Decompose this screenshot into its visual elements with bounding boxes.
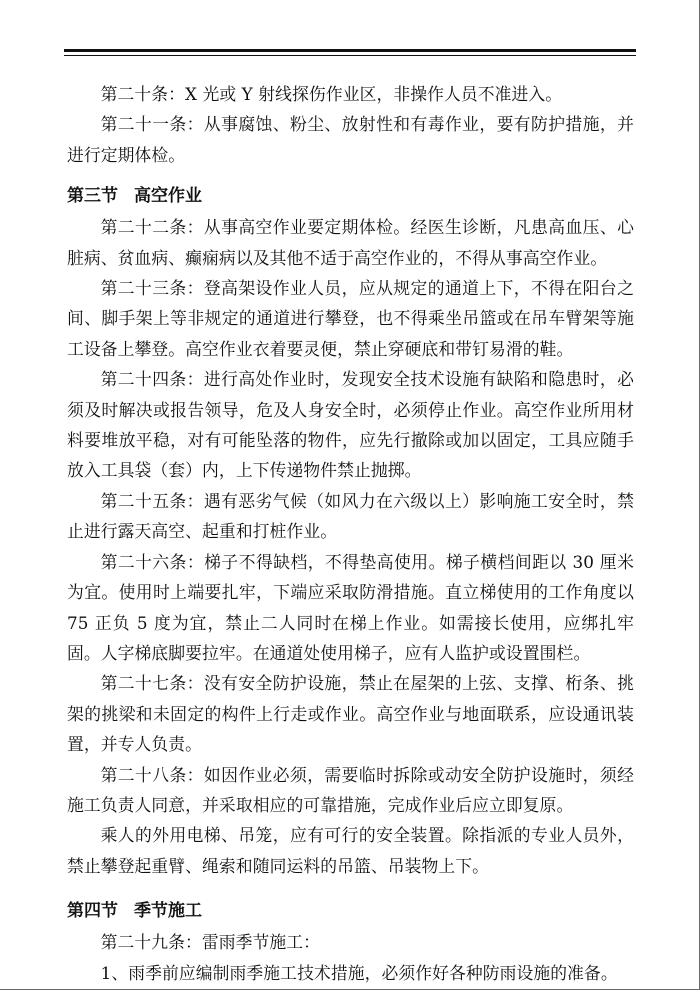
article-26: 第二十六条：梯子不得缺档，不得垫高使用。梯子横档间距以 30 厘米为宜。使用时上端要扎牢，下端应采取防滑措施。直立梯使用的工作角度以 75 正负 5 度为宜，禁止二人同时在梯上作业。如需接长使用，应绑扎牢固。人字梯底脚要拉牢。在通道处使用梯子，应有人监护或设置围栏。 bbox=[67, 551, 634, 663]
rainy-season-item-1: 1、雨季前应编制雨季施工技术措施，必须作好各种防雨设施的准备。 bbox=[100, 962, 618, 983]
article-27: 第二十七条：没有安全防护设施，禁止在屋架的上弦、支撑、桁条、挑架的挑梁和未固定的构件上行走或作业。高空作业与地面联系，应设通讯装置，并专人负责。 bbox=[67, 673, 634, 755]
article-24: 第二十四条：进行高处作业时，发现安全技术设施有缺陷和隐患时，必须及时解决或报告领导，危及人身安全时，必须停止作业。高空作业所用材料要堆放平稳，对有可能坠落的物件，应先行撤除或加以固定，工具应随手放入工具袋（套）内，上下传递物件禁止抛掷。 bbox=[67, 369, 634, 481]
article-29: 第二十九条：雷雨季节施工： bbox=[100, 932, 321, 953]
section-3-title: 高空作业 bbox=[134, 186, 202, 207]
article-22: 第二十二条：从事高空作业要定期体检。经医生诊断，凡患高血压、心脏病、贫血病、癫痫病以及其他不适于高空作业的，不得从事高空作业。 bbox=[67, 217, 634, 268]
section-3-number: 第三节 bbox=[67, 186, 118, 207]
article-20: 第二十条：X 光或 Y 射线探伤作业区，非操作人员不准进入。 bbox=[100, 84, 563, 104]
article-28: 第二十八条：如因作业必须，需要临时拆除或动安全防护设施时，须经施工负责人同意，并采取相应的可靠措施，完成作业后应立即复原。 bbox=[67, 764, 634, 815]
section-4-number: 第四节 bbox=[67, 901, 118, 922]
article-21: 第二十一条：从事腐蚀、粉尘、放射性和有毒作业，要有防护措施，并进行定期体检。 bbox=[67, 114, 634, 165]
header-rule-thin bbox=[64, 55, 636, 56]
document-body bbox=[67, 79, 634, 988]
elevator-paragraph: 乘人的外用电梯、吊笼，应有可行的安全装置。除指派的专业人员外，禁止攀登起重臂、绳索和随同运料的吊篮、吊装物上下。 bbox=[67, 825, 634, 876]
section-4-title: 季节施工 bbox=[134, 901, 202, 922]
article-25: 第二十五条：遇有恶劣气候（如风力在六级以上）影响施工安全时，禁止进行露天高空、起重和打桩作业。 bbox=[67, 490, 634, 542]
section-3-heading bbox=[67, 180, 634, 212]
header-rule-thick bbox=[64, 49, 636, 52]
section-4-heading bbox=[67, 895, 634, 927]
article-23: 第二十三条：登高架设作业人员，应从规定的通道上下，不得在阳台之间、脚手架上等非规定的通道进行攀登，也不得乘坐吊篮或在吊车臂架等施工设备上攀登。高空作业衣着要灵便，禁止穿硬底和带钉易滑的鞋。 bbox=[67, 278, 634, 359]
